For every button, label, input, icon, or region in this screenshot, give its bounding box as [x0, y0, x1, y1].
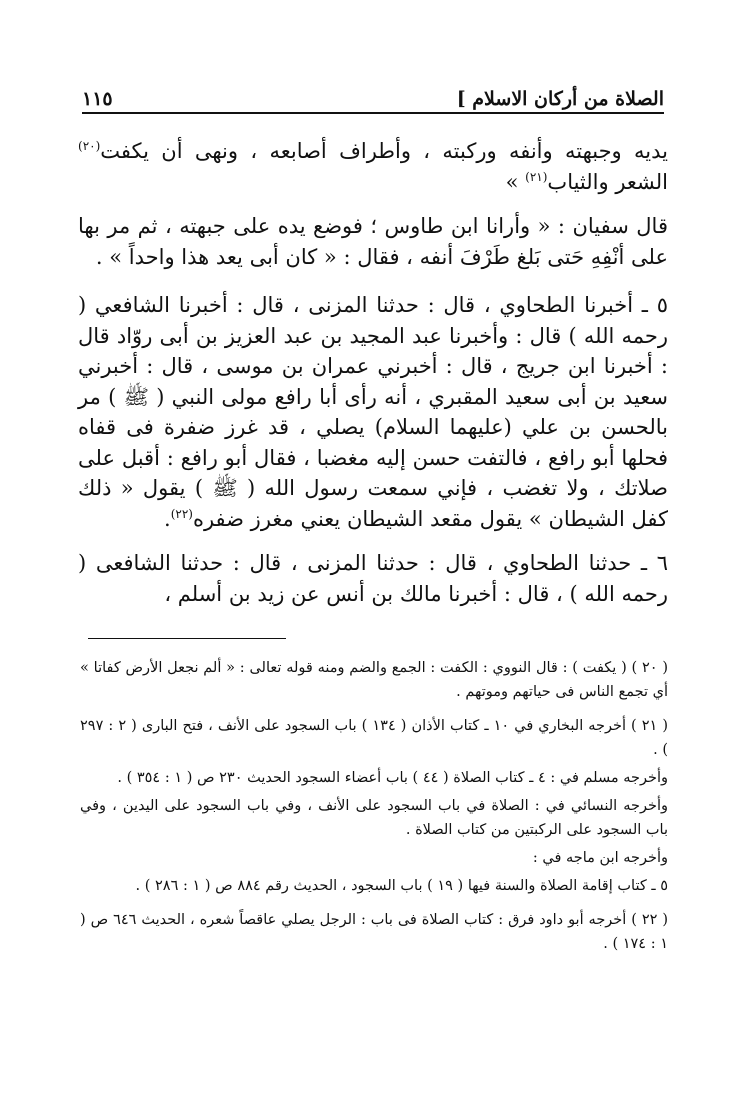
footnotes	[80, 656, 668, 966]
main-text	[78, 136, 668, 627]
page-number: ١١٥	[82, 88, 113, 110]
footnote-separator	[88, 638, 286, 639]
paragraph-3	[78, 290, 668, 534]
paragraph-1	[78, 136, 668, 197]
running-head: الصلاة من أركان الاسلام ]	[456, 88, 664, 110]
footnote-20: ( ٢٠ ) ( يكفت ) : قال النووي : الكفت : الجمع والضم ومنه قوله تعالى : « ألم نجعل الأرض كفاتا » أي تجمع الناس فى حياتهم وموتهم .	[80, 660, 668, 700]
footnote-21-nasai: وأخرجه النسائي في : الصلاة في باب السجود على الأنف ، وفي باب السجود على اليدين ، وفي باب السجود على الركبتين من كتاب الصلاة .	[80, 798, 668, 838]
footnote-22: ( ٢٢ ) أخرجه أبو داود فرق : كتاب الصلاة فى باب : الرجل يصلي عاقصاً شعره ، الحديث ٦٤٦ ص ( ١ : ١٧٤ ) .	[80, 912, 668, 952]
paragraph-4: ٦ ـ حدثنا الطحاوي ، قال : حدثنا المزنى ، قال : حدثنا الشافعى ( رحمه الله ) ، قال : أخبرنا مالك بن أنس عن زيد بن أسلم ،	[78, 551, 668, 606]
paragraph-1-text: يديه وجبهته وأنفه وركبته ، وأطراف أصابعه ، ونهى أن يكفت	[100, 139, 668, 163]
paragraph-3-text: ٥ ـ أخبرنا الطحاوي ، قال : حدثنا المزنى ، قال : أخبرنا الشافعي ( رحمه الله ) قال : وأخبرنا عبد المجيد بن عبد العزيز بن أبى روّاد قال : أخبرنا ابن جريج ، قال : أخبرني عمران بن موسى ، قال : أخبرني سعيد بن أبى سعيد المقبري ، أنه رأى أبا رافع مولى النبي ( ﷺ ) مر بالحسن بن علي (عليهما السلام) يصلي ، قد غرز ضفرة فى قفاه فحلها أبو رافع ، فالتفت حسن إليه مغضبا ، فقال أبو رافع : أقبل على صلاتك ، ولا تغضب ، فإني سمعت رسول الله ( ﷺ ) يقول « ذلك كفل الشيطان » يقول مقعد الشيطان يعني مغرز ضفره	[78, 293, 668, 531]
paragraph-2: قال سفيان : « وأرانا ابن طاوس ؛ فوضع يده على جبهته ، ثم مر بها على أنْفِهِ حَتى بَلغ طَرْفَ أنفه ، فقال : « كان أبى يعد هذا واحداً » .	[78, 214, 668, 269]
page-header	[82, 80, 664, 110]
footnote-21: ( ٢١ ) أخرجه البخاري في ١٠ ـ كتاب الأذان ( ١٣٤ ) باب السجود على الأنف ، فتح البارى ( ٢ : ٢٩٧ ) .	[80, 718, 669, 758]
paragraph-1-text-mid: الشعر والثياب	[547, 169, 668, 194]
footnote-ref-22: (٢٢)	[170, 506, 193, 521]
footnote-21-ibn-majah-ref: ٥ ـ كتاب إقامة الصلاة والسنة فيها ( ١٩ ) باب السجود ، الحديث رقم ٨٨٤ ص ( ١ : ٢٨٦ ) .	[135, 878, 668, 894]
paragraph-1-text-end: »	[505, 169, 526, 194]
header-rule	[82, 112, 664, 114]
footnote-21-muslim: وأخرجه مسلم في : ٤ ـ كتاب الصلاة ( ٤٤ ) باب أعضاء السجود الحديث ٢٣٠ ص ( ١ : ٣٥٤ ) .	[117, 770, 668, 786]
footnote-ref-20: (٢٠)	[78, 139, 101, 153]
footnote-ref-21: (٢١)	[525, 169, 548, 184]
footnote-21-ibn-majah: وأخرجه ابن ماجه في :	[532, 850, 668, 866]
paragraph-3-text-end: .	[164, 506, 171, 531]
